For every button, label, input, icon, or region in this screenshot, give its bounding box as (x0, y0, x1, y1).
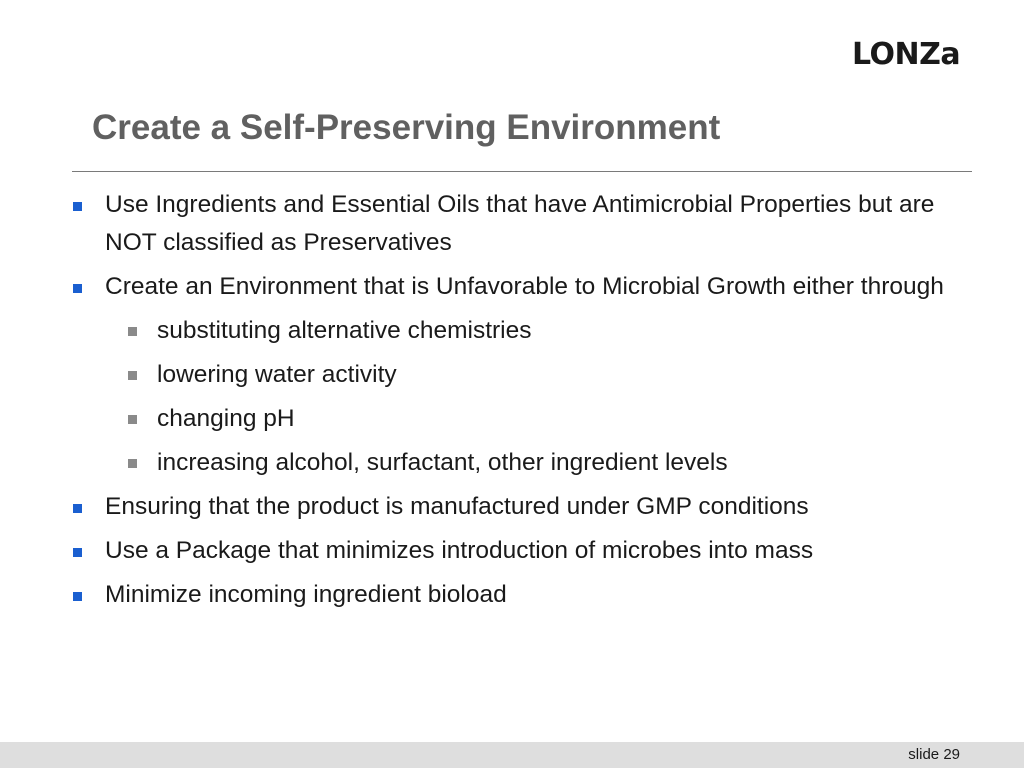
sub-bullet-text: substituting alternative chemistries (157, 317, 532, 344)
list-item (72, 576, 982, 614)
sub-list-item (72, 444, 982, 482)
sub-bullet-text: changing pH (157, 405, 295, 432)
list-item (72, 488, 982, 526)
slide-number: slide 29 (908, 746, 960, 763)
square-sub-bullet-icon (128, 459, 137, 468)
square-bullet-icon (73, 548, 82, 557)
square-bullet-icon (73, 202, 82, 211)
square-sub-bullet-icon (128, 327, 137, 336)
bullet-text: Use Ingredients and Essential Oils that have Antimicrobial Properties but are NOT classified as Preservatives (105, 191, 935, 256)
square-bullet-icon (73, 284, 82, 293)
sub-bullet-text: increasing alcohol, surfactant, other ingredient levels (157, 449, 728, 476)
bullet-text: Minimize incoming ingredient bioload (105, 581, 507, 608)
footer-bar (0, 742, 1024, 768)
list-item (72, 186, 982, 262)
square-bullet-icon (73, 592, 82, 601)
sub-list-item (72, 356, 982, 394)
square-bullet-icon (73, 504, 82, 513)
square-sub-bullet-icon (128, 415, 137, 424)
slide-title: Create a Self-Preserving Environment (92, 108, 721, 147)
sub-bullet-text: lowering water activity (157, 361, 397, 388)
bullet-text: Use a Package that minimizes introduction of microbes into mass (105, 537, 814, 564)
list-item (72, 532, 982, 570)
bullet-list (72, 186, 982, 620)
square-sub-bullet-icon (128, 371, 137, 380)
sub-list-item (72, 312, 982, 350)
lonza-logo: LONZa (852, 37, 961, 72)
sub-list-item (72, 400, 982, 438)
title-divider (72, 171, 972, 172)
list-item (72, 268, 982, 306)
bullet-text: Ensuring that the product is manufactured under GMP conditions (105, 493, 809, 520)
bullet-text: Create an Environment that is Unfavorable to Microbial Growth either through (105, 273, 944, 300)
